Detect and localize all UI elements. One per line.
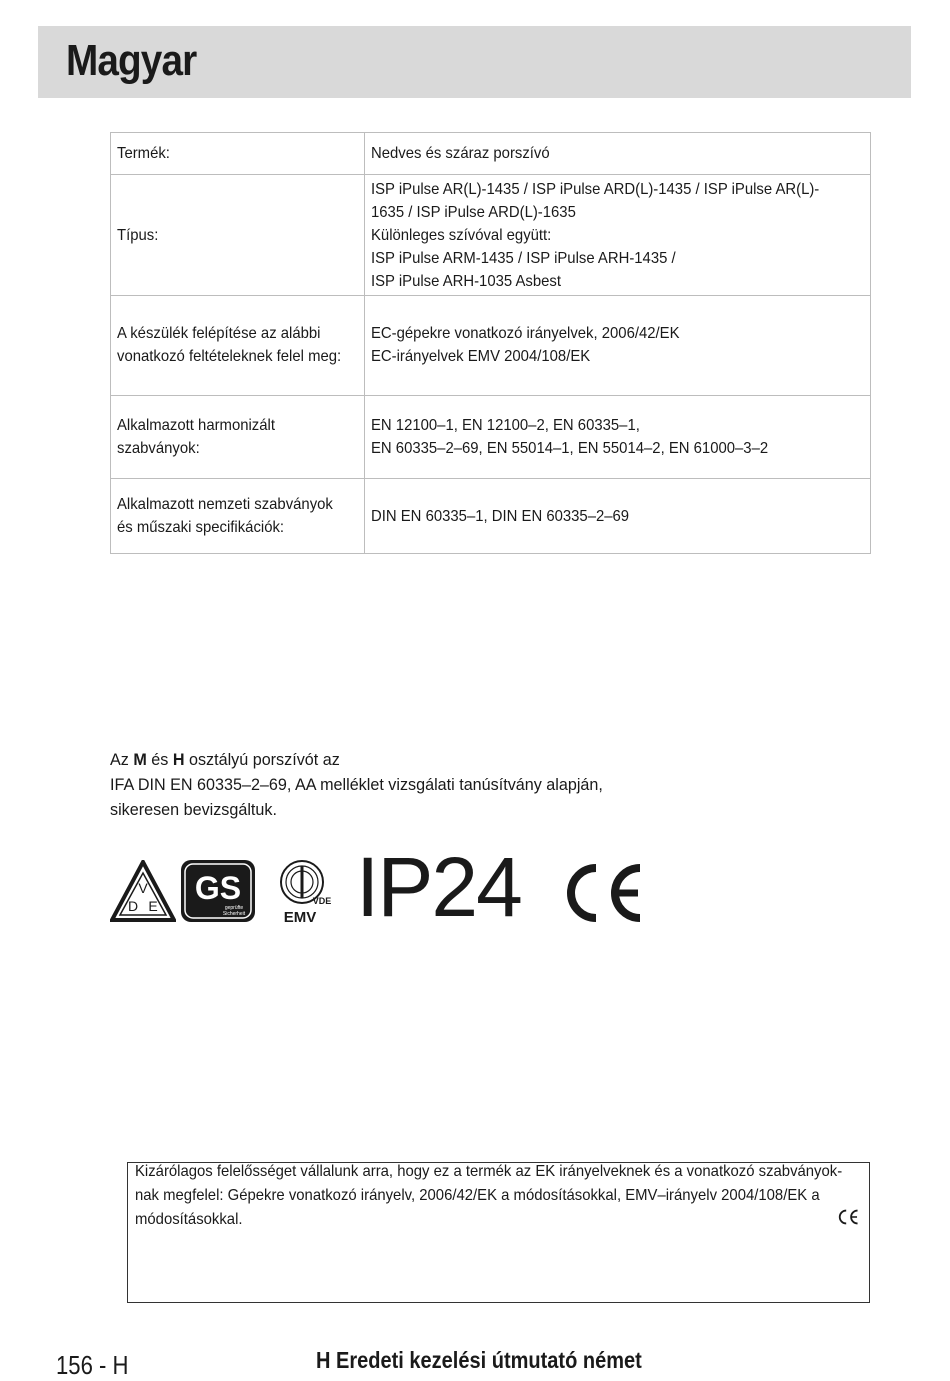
page-title: Magyar [66,36,197,85]
footer-title: H Eredeti kezelési útmutató német [316,1347,642,1373]
table-row [111,396,871,479]
language-header [38,26,911,98]
ce-mark-small-icon [837,1209,859,1225]
spec-value-conformity: EC-gépekre vonatkozó irányelvek, 2006/42/EK EC-irányelvek EMV 2004/108/EK [365,296,871,396]
vde-emv-mark-icon [276,858,336,926]
declaration-text: Kizárólagos felelősséget vállalunk arra, hogy ez a termék az EK irányelveknek és a vonatkozó szabványok- nak megfelel: Gépekre vonatkozó irányelv, 2006/42/EK a módosításokkal, EMV–irányelv 2004/108/EK a módosításokkal. [135,1163,843,1228]
spec-value-product: Nedves és száraz porszívó [365,133,871,175]
ce-mark-icon [562,862,644,924]
gs-mark-icon [180,859,256,923]
spec-value-type: ISP iPulse AR(L)-1435 / ISP iPulse ARD(L)-1435 / ISP iPulse AR(L)- 1635 / ISP iPulse ARD(L)-1635 Különleges szívóval együtt: ISP iPulse ARM-1435 / ISP iPulse ARH-1435 / ISP iPulse ARH-1035 Asbest [365,175,871,296]
vde-mark-icon [110,860,176,922]
svg-text:V: V [138,880,148,896]
spec-label-conformity: A készülék felépítése az alábbi vonatkozó feltételeknek felel meg: [111,296,365,396]
svg-text:geprüfte: geprüfte [224,905,244,911]
page-number: 156 - H [56,1350,129,1380]
table-row [111,296,871,396]
certification-logos [110,840,670,934]
spec-label-product: Termék: [111,133,365,175]
ip-rating: IP24 [356,840,521,934]
spec-label-national: Alkalmazott nemzeti szabványok és műszaki specifikációk: [111,479,365,554]
spec-label-type: Típus: [111,175,365,296]
table-row [111,133,871,175]
svg-text:GS: GS [194,870,242,906]
spec-value-national: DIN EN 60335–1, DIN EN 60335–2–69 [365,479,871,554]
table-row [111,479,871,554]
spec-table [110,132,871,554]
declaration-box [127,1162,870,1303]
svg-text:EMV: EMV [283,909,317,926]
test-certificate-note: Az M és H osztályú porszívót az IFA DIN EN 60335–2–69, AA melléklet vizsgálati tanúsítvány alapján, sikeresen bevizsgáltuk. [110,750,603,819]
svg-text:Sicherheit: Sicherheit [222,911,246,917]
svg-text:D: D [127,898,139,914]
spec-label-harmonized: Alkalmazott harmonizált szabványok: [111,396,365,479]
svg-text:E: E [148,898,158,914]
spec-value-harmonized: EN 12100–1, EN 12100–2, EN 60335–1, EN 60335–2–69, EN 55014–1, EN 55014–2, EN 61000–3–2 [365,396,871,479]
svg-text:VDE: VDE [312,896,332,906]
table-row [111,175,871,296]
